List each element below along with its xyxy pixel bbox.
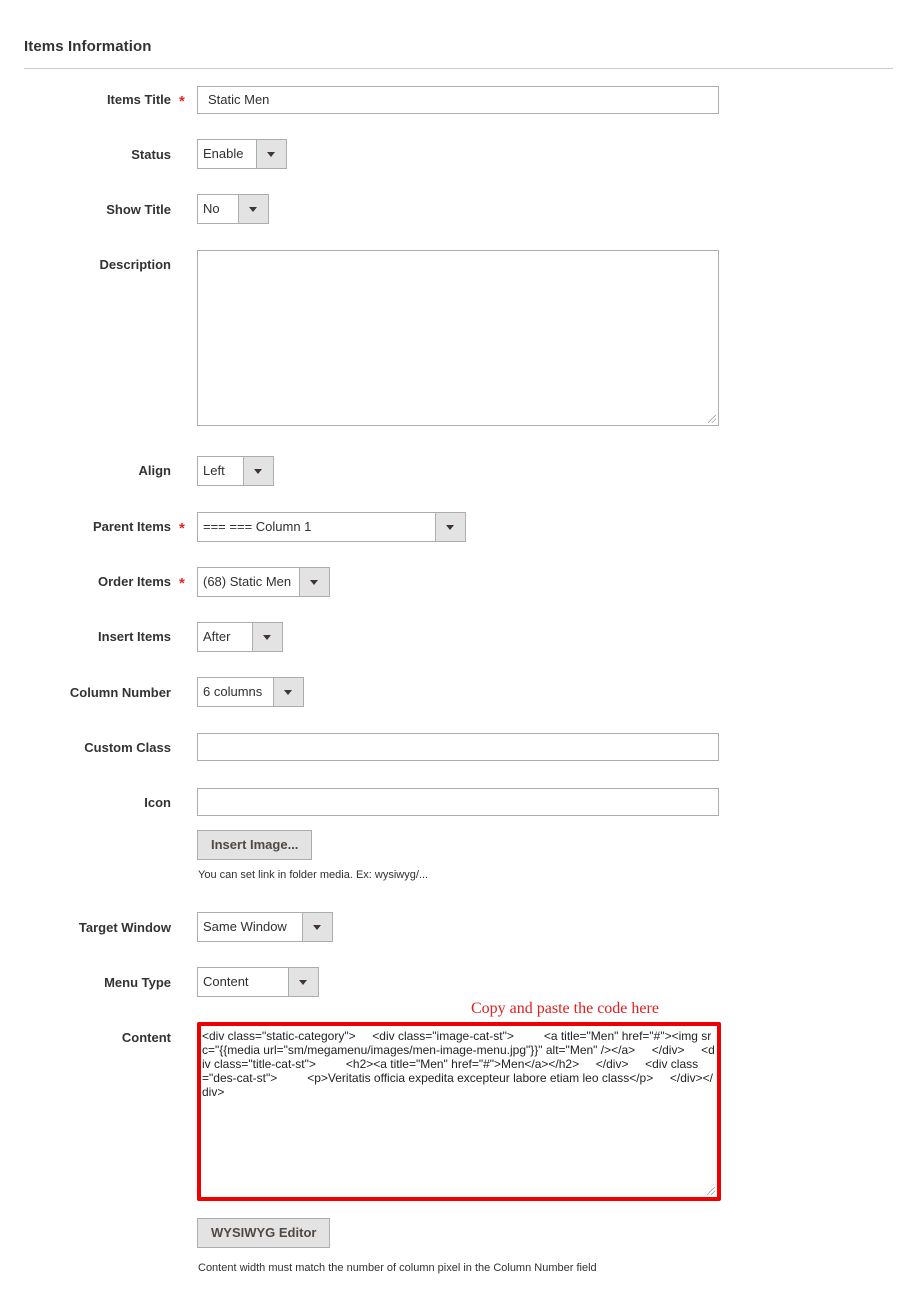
order-items-label: Order Items xyxy=(98,574,171,589)
items-title-required-icon: * xyxy=(179,93,185,110)
section-divider xyxy=(24,68,893,69)
content-textarea[interactable] xyxy=(197,1022,721,1201)
icon-input[interactable] xyxy=(197,788,719,816)
chevron-down-icon xyxy=(256,140,286,168)
status-label: Status xyxy=(131,147,171,162)
column-number-select[interactable] xyxy=(197,677,304,707)
resize-handle-icon[interactable] xyxy=(707,1187,715,1195)
chevron-down-icon xyxy=(302,913,332,941)
target-window-select-value: Same Window xyxy=(203,919,287,934)
description-label: Description xyxy=(99,257,171,272)
custom-class-input[interactable] xyxy=(197,733,719,761)
icon-note: You can set link in folder media. Ex: wysiwyg/... xyxy=(198,869,429,881)
chevron-down-icon xyxy=(238,195,268,223)
align-select-value: Left xyxy=(203,463,225,478)
insert-items-label: Insert Items xyxy=(98,629,171,644)
icon-label: Icon xyxy=(144,795,171,810)
wysiwyg-editor-button[interactable]: WYSIWYG Editor xyxy=(197,1218,330,1248)
menu-type-select-value: Content xyxy=(203,974,249,989)
items-title-input[interactable]: Static Men xyxy=(197,86,719,114)
chevron-down-icon xyxy=(435,513,465,541)
chevron-down-icon xyxy=(288,968,318,996)
insert-image-button[interactable]: Insert Image... xyxy=(197,830,312,860)
chevron-down-icon xyxy=(273,678,303,706)
target-window-label: Target Window xyxy=(78,920,171,935)
order-items-required-icon: * xyxy=(179,575,185,592)
content-note: Content width must match the number of column pixel in the Column Number field xyxy=(198,1262,597,1274)
order-items-select-value: (68) Static Men xyxy=(203,574,292,589)
chevron-down-icon xyxy=(299,568,329,596)
content-code-text: <div class="static-category"> <div class="image-cat-st"> <a title="Men" href="#"><img src="{{media url="sm/megamenu/images/men-image-menu.jpg"}}" alt="Men" /></a> </div> <div class="title-cat-st"> <h2><a title="Men" href="#">Men</a></h2> </div> <div class="des-cat-st"> <p>Veritatis officia expedita excepteur labore etiam leo class</p> </div></div> xyxy=(202,1029,715,1099)
section-title: Items Information xyxy=(24,38,152,55)
menu-type-label: Menu Type xyxy=(104,975,171,990)
show-title-select-value: No xyxy=(203,201,220,216)
order-items-select[interactable] xyxy=(197,567,330,597)
content-label: Content xyxy=(121,1030,171,1045)
chevron-down-icon xyxy=(252,623,282,651)
parent-items-required-icon: * xyxy=(179,520,185,537)
column-number-label: Column Number xyxy=(69,685,171,700)
status-select-value: Enable xyxy=(203,146,244,161)
show-title-select[interactable] xyxy=(197,194,269,224)
insert-items-select-value: After xyxy=(203,629,231,644)
custom-class-label: Custom Class xyxy=(84,740,171,755)
insert-items-select[interactable] xyxy=(197,622,283,652)
parent-items-select[interactable] xyxy=(197,512,466,542)
content-annotation: Copy and paste the code here xyxy=(471,1000,659,1017)
description-textarea[interactable] xyxy=(197,250,719,426)
items-title-label: Items Title xyxy=(106,92,171,107)
column-number-select-value: 6 columns xyxy=(203,684,263,699)
chevron-down-icon xyxy=(243,457,273,485)
align-label: Align xyxy=(138,463,171,478)
target-window-select[interactable] xyxy=(197,912,333,942)
resize-handle-icon[interactable] xyxy=(708,415,716,423)
status-select[interactable] xyxy=(197,139,287,169)
menu-type-select[interactable] xyxy=(197,967,319,997)
show-title-label: Show Title xyxy=(106,202,171,217)
align-select[interactable] xyxy=(197,456,274,486)
parent-items-label: Parent Items xyxy=(92,519,171,534)
parent-items-select-value: === === Column 1 xyxy=(203,519,312,534)
